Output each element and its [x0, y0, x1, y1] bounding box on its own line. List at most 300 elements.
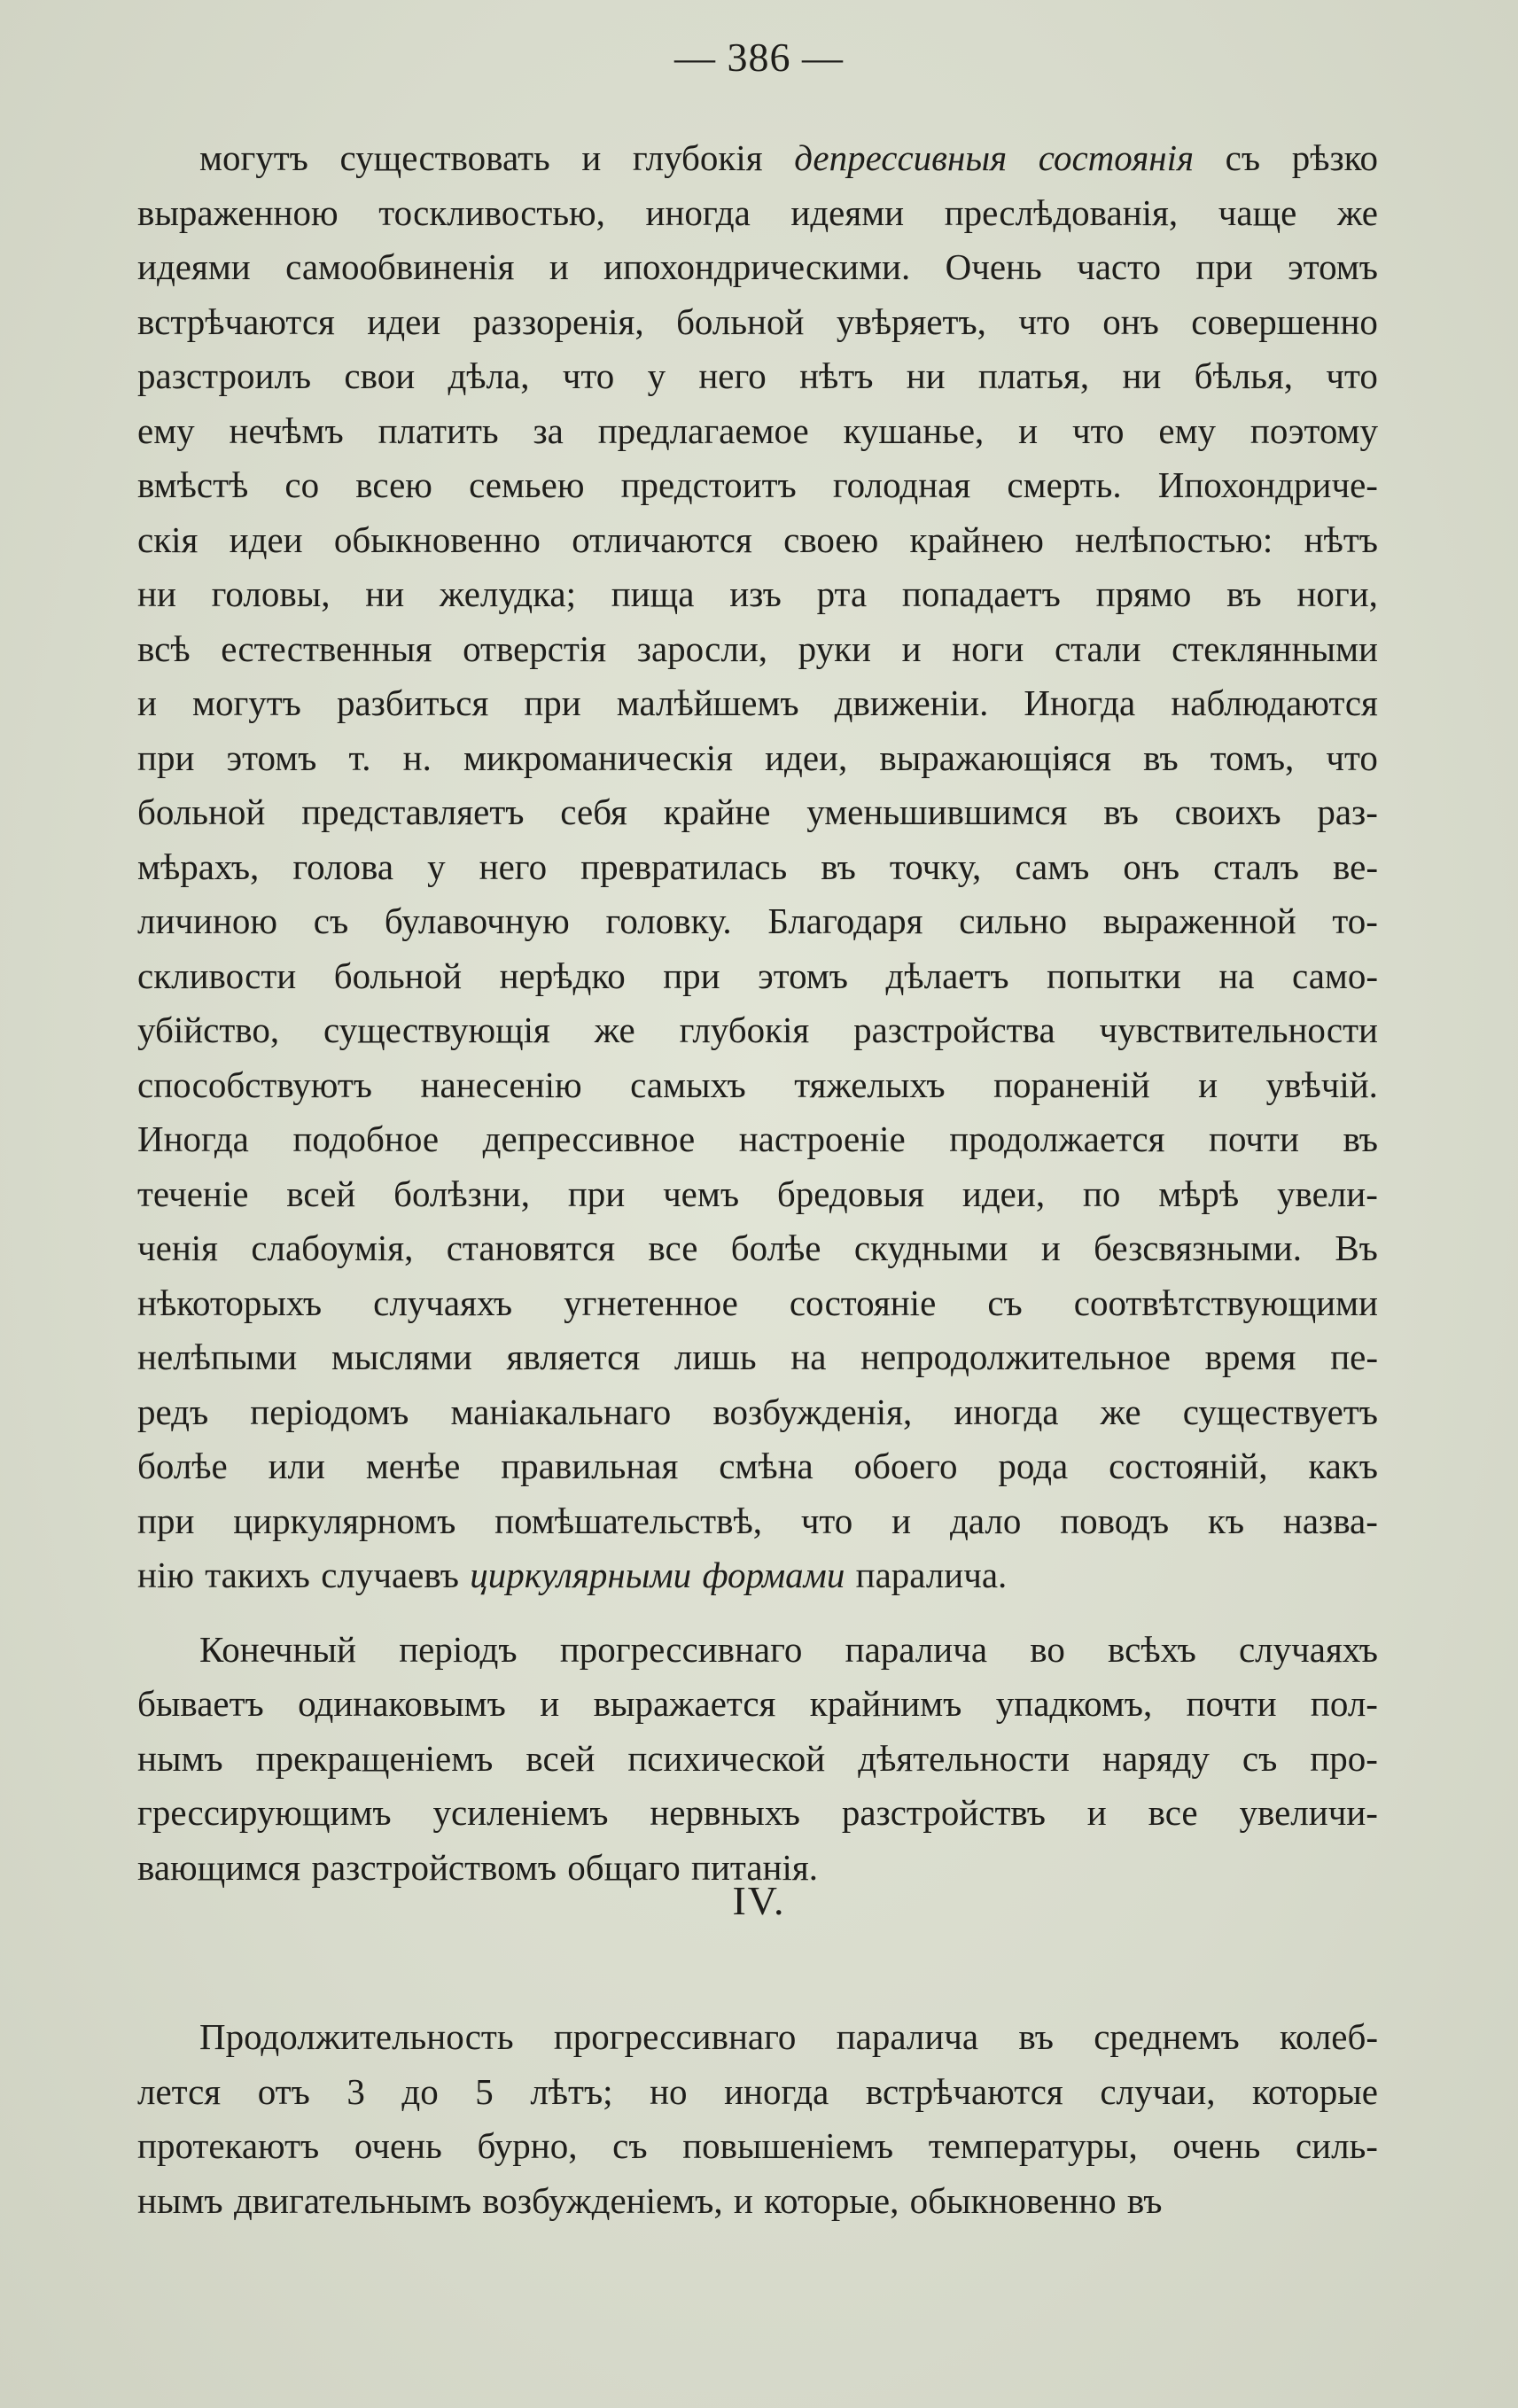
word: убійство, — [137, 1009, 280, 1050]
word: существуетъ — [1182, 1391, 1378, 1432]
word: и — [549, 246, 569, 287]
word: попадаетъ — [901, 573, 1061, 614]
word: ипохондрическими. — [603, 246, 911, 287]
word: редъ — [137, 1391, 209, 1432]
word: всѣ — [137, 627, 191, 669]
word: прямо — [1095, 573, 1192, 614]
word: обыкновенно — [333, 518, 541, 560]
word: при — [663, 955, 720, 996]
word: къ — [1207, 1500, 1245, 1541]
word: дало — [949, 1500, 1022, 1541]
word: лѣтъ; — [530, 2070, 613, 2112]
word: отъ — [257, 2070, 310, 2112]
word: дѣятельности — [858, 1737, 1070, 1779]
word: томъ, — [1210, 736, 1295, 778]
word: по — [1082, 1173, 1121, 1214]
word: себя — [560, 791, 627, 832]
word: увѣряетъ, — [836, 300, 986, 342]
word: встрѣчаются — [865, 2070, 1063, 2112]
word: крайнимъ — [809, 1683, 962, 1724]
word: голодная — [832, 464, 971, 505]
text-line — [137, 1385, 1378, 1440]
word: протекаютъ — [137, 2125, 320, 2166]
word: про- — [1310, 1737, 1378, 1779]
word: на — [1218, 955, 1255, 996]
word: существующія — [323, 1009, 550, 1050]
word: само- — [1292, 955, 1378, 996]
word: среднемъ — [1094, 2016, 1240, 2057]
text-line — [137, 2174, 1378, 2229]
text-line — [137, 1548, 1378, 1603]
text-line — [137, 1276, 1378, 1331]
word: двигательнымъ — [233, 2179, 471, 2221]
word: наряду — [1102, 1737, 1210, 1779]
text-line — [137, 2119, 1378, 2174]
word: очень — [354, 2125, 442, 2166]
word: идеями — [790, 191, 905, 233]
word: пол- — [1310, 1683, 1378, 1724]
word: такихъ — [205, 1555, 310, 1595]
word: ни — [906, 355, 946, 396]
word: него — [479, 846, 548, 887]
word: Благодаря — [767, 900, 923, 941]
word: нію — [137, 1555, 194, 1595]
word: всею — [355, 464, 432, 505]
word: увели- — [1277, 1173, 1378, 1214]
word: съ — [313, 900, 349, 941]
word: вмѣстѣ — [137, 464, 249, 505]
word: голова — [292, 846, 394, 887]
word: могутъ — [199, 137, 308, 178]
word: состояній, — [1109, 1446, 1268, 1486]
word: увѣчій. — [1265, 1064, 1378, 1105]
word: Иногда — [137, 1118, 249, 1159]
word: сталъ — [1213, 846, 1299, 887]
word: личиною — [137, 900, 278, 941]
word: изъ — [729, 573, 782, 614]
word: прогрессивнаго — [559, 1628, 803, 1670]
word: болѣзни, — [393, 1173, 530, 1214]
word: онъ — [1123, 846, 1180, 887]
word: усиленіемъ — [432, 1792, 609, 1833]
word: лется — [137, 2070, 222, 2112]
word: при — [137, 736, 195, 778]
word: бываетъ — [137, 1683, 264, 1724]
word: прогрессивнаго — [553, 2016, 797, 2057]
word: паралича. — [855, 1555, 1008, 1595]
word: депрессивное — [482, 1118, 696, 1159]
word: упадкомъ, — [995, 1683, 1153, 1724]
word: очень — [1172, 2125, 1261, 2166]
word: или — [268, 1446, 325, 1486]
text-line — [137, 894, 1378, 949]
word: пе- — [1330, 1336, 1378, 1377]
word: и — [1086, 1792, 1107, 1833]
word: въ — [1343, 1118, 1378, 1159]
text-line — [137, 131, 1378, 186]
word: ни — [365, 573, 405, 614]
word: идеями — [137, 246, 251, 287]
word: чувствительности — [1099, 1009, 1378, 1050]
word: нанесенію — [420, 1064, 582, 1105]
word: что — [800, 1500, 853, 1541]
word: свои — [344, 355, 416, 396]
text-line — [137, 840, 1378, 895]
word: мѣрахъ, — [137, 846, 260, 887]
text-line — [137, 513, 1378, 568]
word: сильно — [959, 900, 1068, 941]
word: и — [1018, 409, 1039, 451]
text-line — [137, 458, 1378, 513]
word: ему — [137, 409, 195, 451]
word: что — [1326, 355, 1378, 396]
word: этомъ — [758, 955, 848, 996]
word: могутъ — [192, 682, 301, 723]
text-line — [137, 2010, 1378, 2065]
word: питанія. — [691, 1846, 818, 1888]
text-line — [137, 1623, 1378, 1678]
word: кушанье, — [843, 409, 985, 451]
word: скія — [137, 518, 199, 560]
word: совершенно — [1191, 300, 1378, 342]
word: смѣна — [719, 1446, 813, 1486]
word: менѣе — [365, 1446, 461, 1486]
word: почти — [1209, 1118, 1299, 1159]
word: часто — [1077, 246, 1161, 287]
word: все — [648, 1227, 698, 1268]
text-line — [137, 1112, 1378, 1167]
word: бѣлья, — [1194, 355, 1294, 396]
word: соотвѣтствующими — [1073, 1282, 1378, 1323]
word: лишь — [673, 1336, 757, 1377]
word: бурно, — [477, 2125, 578, 2166]
word: состояніе — [789, 1282, 937, 1323]
word: которые, — [764, 2179, 899, 2221]
word: обоего — [853, 1446, 958, 1486]
word: нечѣмъ — [229, 409, 344, 451]
word: выраженной — [1102, 900, 1296, 941]
word: 5 — [475, 2070, 494, 2112]
word: заросли, — [636, 627, 768, 669]
word: пища — [611, 573, 695, 614]
word: иногда — [645, 191, 751, 233]
word: попытки — [1047, 955, 1181, 996]
word: во — [1030, 1628, 1065, 1670]
word: идеи — [367, 300, 441, 342]
word: тоскливостью, — [378, 191, 605, 233]
word: существовать — [339, 137, 550, 178]
word: нымъ — [137, 1737, 223, 1779]
word: желудка; — [439, 573, 577, 614]
word: руки — [798, 627, 871, 669]
word: разстроилъ — [137, 355, 312, 396]
word: точку, — [889, 846, 982, 887]
emphasized-word: состоянія — [1038, 137, 1195, 178]
word: естественныя — [221, 627, 432, 669]
word: головы, — [211, 573, 331, 614]
word: нервныхъ — [650, 1792, 800, 1833]
word: преслѣдованія, — [944, 191, 1179, 233]
word: психической — [627, 1737, 826, 1779]
word: назва- — [1282, 1500, 1378, 1541]
word: всѣхъ — [1108, 1628, 1196, 1670]
word: безсвязными. — [1094, 1227, 1303, 1268]
text-line — [137, 240, 1378, 295]
paragraph-1 — [137, 131, 1378, 1603]
word: прекращеніемъ — [255, 1737, 494, 1779]
word: при — [1195, 246, 1253, 287]
word: увеличи- — [1239, 1792, 1378, 1833]
word: н. — [402, 736, 432, 778]
word: всей — [525, 1737, 596, 1779]
text-line — [137, 1221, 1378, 1276]
word: Очень — [945, 246, 1042, 287]
word: до — [401, 2070, 439, 2112]
word: и — [1198, 1064, 1218, 1105]
word: дѣла, — [448, 355, 530, 396]
word: дѣлаетъ — [885, 955, 1009, 996]
word: становятся — [446, 1227, 616, 1268]
word: стеклянными — [1172, 627, 1378, 669]
word: помѣшательствѣ, — [494, 1500, 762, 1541]
word: ему — [1158, 409, 1217, 451]
word: разбиться — [336, 682, 489, 723]
word: является — [506, 1336, 641, 1377]
word: этомъ — [1288, 246, 1378, 287]
section-heading: IV. — [732, 1878, 786, 1923]
word: при — [567, 1173, 626, 1214]
word: иногда — [724, 2070, 829, 2112]
word: съ — [987, 1282, 1023, 1323]
word: ни — [137, 573, 176, 614]
word: все — [1148, 1792, 1198, 1833]
word: у — [647, 355, 666, 396]
text-line — [137, 1167, 1378, 1222]
word: силь- — [1295, 2125, 1378, 2166]
word: скудными — [853, 1227, 1008, 1268]
word: предлагаемое — [597, 409, 809, 451]
word: и — [137, 682, 157, 723]
word: больной — [137, 791, 266, 832]
word: превратилась — [580, 846, 788, 887]
word: идеи — [229, 518, 303, 560]
word: стали — [1054, 627, 1141, 669]
word: мыслями — [331, 1336, 472, 1377]
word: вающимся — [137, 1846, 301, 1888]
word: температуры, — [928, 2125, 1138, 2166]
word: съ — [1225, 137, 1261, 178]
word: случаевъ — [321, 1555, 459, 1595]
word: съ — [1242, 1737, 1278, 1779]
word: въ — [1126, 2179, 1163, 2221]
word: онъ — [1102, 300, 1159, 342]
word: возбужденія, — [712, 1391, 913, 1432]
word: выражающіяся — [879, 736, 1112, 778]
word: поэтому — [1249, 409, 1378, 451]
word: самообвиненія — [285, 246, 515, 287]
word: семьею — [469, 464, 585, 505]
word: разстройства — [853, 1009, 1055, 1050]
word: мѣрѣ — [1158, 1173, 1240, 1214]
word: что — [562, 355, 615, 396]
word: встрѣчаются — [137, 300, 335, 342]
word: грессирующимъ — [137, 1792, 392, 1833]
word: больной — [333, 955, 463, 996]
word: своихъ — [1174, 791, 1281, 832]
word: своею — [783, 518, 879, 560]
text-line — [137, 1058, 1378, 1113]
word: нѣтъ — [799, 355, 874, 396]
text-line — [137, 1786, 1378, 1841]
word: обыкновенно — [909, 2179, 1117, 2221]
word: выраженною — [137, 191, 339, 233]
word: способствуютъ — [137, 1064, 372, 1105]
word: бредовыя — [776, 1173, 925, 1214]
word: разстройствомъ — [311, 1846, 557, 1888]
word: поводъ — [1060, 1500, 1170, 1541]
word: Продолжительность — [199, 2016, 514, 2057]
word: случаи, — [1100, 2070, 1216, 2112]
word: идеи, — [961, 1173, 1046, 1214]
word: случаяхъ — [373, 1282, 513, 1323]
main-text-block — [137, 131, 1378, 1895]
word: платить — [378, 409, 499, 451]
word: слабоумія, — [251, 1227, 414, 1268]
text-line — [137, 1494, 1378, 1549]
word: рѣзко — [1291, 137, 1378, 178]
word: тяжелыхъ — [794, 1064, 946, 1105]
text-line — [137, 1003, 1378, 1058]
word: одинаковымъ — [298, 1683, 506, 1724]
word: почти — [1186, 1683, 1277, 1724]
word: т. — [348, 736, 371, 778]
text-line — [137, 731, 1378, 786]
word: платья, — [977, 355, 1090, 396]
word: періодомъ — [250, 1391, 409, 1432]
word: предстоитъ — [620, 464, 797, 505]
word: головку. — [605, 900, 732, 941]
word: въ — [1226, 573, 1262, 614]
word: наблюдаются — [1171, 682, 1378, 723]
text-line — [137, 622, 1378, 677]
word: настроеніе — [738, 1118, 906, 1159]
word: угнетенное — [564, 1282, 738, 1323]
text-line — [137, 785, 1378, 840]
word: циркулярномъ — [233, 1500, 456, 1541]
word: время — [1204, 1336, 1296, 1377]
word: самъ — [1015, 846, 1090, 887]
word: у — [427, 846, 446, 887]
word: самыхъ — [630, 1064, 746, 1105]
word: представляетъ — [301, 791, 525, 832]
word: же — [594, 1009, 635, 1050]
word: глубокія — [632, 137, 763, 178]
word: Въ — [1335, 1227, 1378, 1268]
word: нерѣдко — [499, 955, 626, 996]
word: паралича — [836, 2016, 979, 2057]
text-line — [137, 949, 1378, 1004]
text-line — [137, 295, 1378, 350]
emphasized-word: формами — [702, 1555, 845, 1595]
word: уменьшившимся — [806, 791, 1068, 832]
word: всей — [286, 1173, 356, 1214]
word: непродолжительное — [860, 1336, 1171, 1377]
text-line — [137, 1439, 1378, 1494]
word: маніакальнаго — [450, 1391, 672, 1432]
word: отверстія — [463, 627, 607, 669]
word: ченія — [137, 1227, 219, 1268]
word: колеб- — [1280, 2016, 1378, 2057]
text-line — [137, 676, 1378, 731]
word: со — [284, 464, 320, 505]
word: что — [1072, 409, 1125, 451]
word: что — [1326, 736, 1378, 778]
word: идеи, — [765, 736, 848, 778]
word: правильная — [501, 1446, 679, 1486]
word: нѣкоторыхъ — [137, 1282, 323, 1323]
word: крайне — [663, 791, 771, 832]
paragraph-2 — [137, 1623, 1378, 1896]
word: 3 — [346, 2070, 365, 2112]
word: иногда — [954, 1391, 1059, 1432]
word: то- — [1332, 900, 1378, 941]
word: движеніи. — [834, 682, 989, 723]
word: крайнею — [909, 518, 1044, 560]
word: и — [733, 2179, 753, 2221]
word: за — [533, 409, 564, 451]
word: возбужденіемъ, — [482, 2179, 723, 2221]
word: съ — [612, 2125, 648, 2166]
word: же — [1100, 1391, 1141, 1432]
word: малѣйшемъ — [616, 682, 799, 723]
word: и — [901, 627, 922, 669]
word: случаяхъ — [1238, 1628, 1378, 1670]
word: чаще — [1218, 191, 1297, 233]
word: пораненій — [993, 1064, 1150, 1105]
word: въ — [821, 846, 856, 887]
word: которые — [1252, 2070, 1378, 2112]
word: при — [137, 1500, 195, 1541]
word: разстройствъ — [841, 1792, 1046, 1833]
word: раз- — [1317, 791, 1378, 832]
text-line — [137, 2065, 1378, 2120]
word: скливости — [137, 955, 297, 996]
word: повышеніемъ — [682, 2125, 894, 2166]
word: отличаются — [572, 518, 752, 560]
word: въ — [1103, 791, 1139, 832]
word: ноги — [952, 627, 1024, 669]
word: и — [581, 137, 602, 178]
text-line — [137, 404, 1378, 459]
word: періодъ — [399, 1628, 518, 1670]
page-number: — 386 — — [674, 35, 844, 80]
emphasized-word: циркулярными — [470, 1555, 692, 1595]
word: какъ — [1308, 1446, 1378, 1486]
word: булавочную — [384, 900, 570, 941]
word: болѣе — [137, 1446, 228, 1486]
word: что — [1018, 300, 1070, 342]
word: продолжается — [949, 1118, 1165, 1159]
word: и — [540, 1683, 560, 1724]
paragraph-3 — [137, 2010, 1378, 2228]
word: паралича — [845, 1628, 988, 1670]
word: раззоренія, — [472, 300, 644, 342]
word: выражается — [593, 1683, 776, 1724]
emphasized-word: депрессивныя — [794, 137, 1008, 178]
word: микроманическія — [463, 736, 733, 778]
word: Иногда — [1024, 682, 1136, 723]
word: больной — [676, 300, 805, 342]
